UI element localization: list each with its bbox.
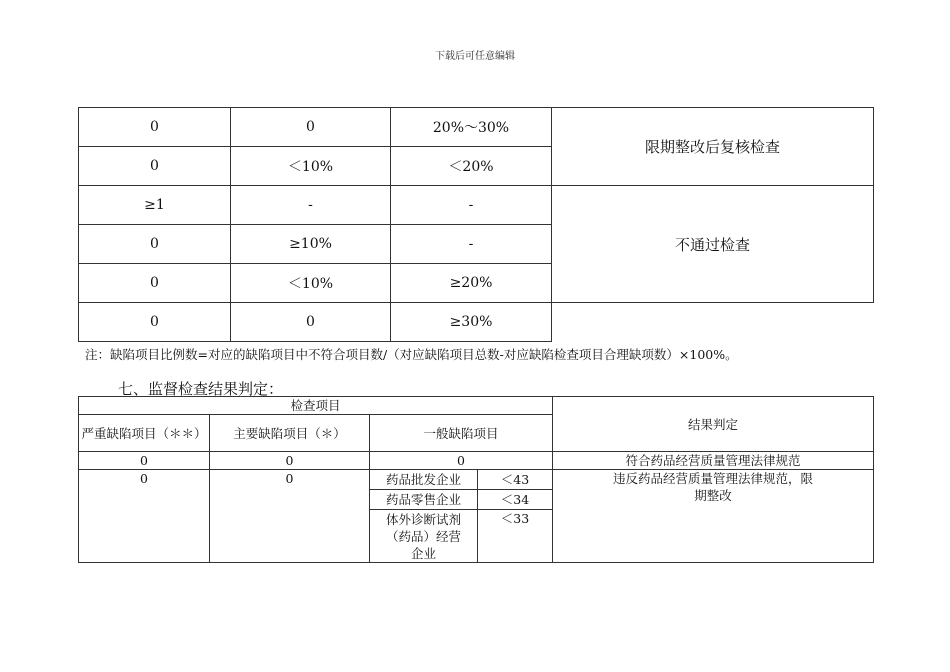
empty-cell: [552, 303, 874, 342]
result-violation: [553, 470, 874, 563]
table-cell: ≥1: [79, 186, 231, 225]
table-cell: 0: [79, 225, 231, 264]
defect-ratio-table: [78, 107, 874, 342]
result-violation-text: 违反药品经营质量管理法律规范，限期整改: [613, 471, 814, 503]
table-row: [79, 186, 874, 225]
table-cell: 0: [79, 147, 231, 186]
check-items-header: 检查项目: [79, 397, 553, 415]
page-header: 下载后可任意编辑: [435, 51, 515, 62]
table-cell: -: [391, 186, 552, 225]
serious-defect-header: 严重缺陷项目（＊＊）: [79, 415, 210, 452]
table-cell: 0: [79, 470, 210, 563]
threshold-value: ＜33: [478, 510, 553, 563]
table-cell: 0: [370, 452, 553, 470]
footnote: 注：缺陷项目比例数=对应的缺陷项目中不符合项目数/（对应缺陷项目总数-对应缺陷检查项目合理缺项数）×100%。: [85, 347, 738, 362]
table-cell: 0: [79, 108, 231, 147]
result-fail: 不通过检查: [552, 186, 874, 303]
table-row: [79, 470, 874, 490]
result-header: 结果判定: [553, 397, 874, 452]
table-cell: ＜20%: [391, 147, 552, 186]
table-cell: 0: [231, 108, 391, 147]
result-judgement-table: [78, 396, 874, 563]
threshold-value: ＜43: [478, 470, 553, 490]
table-cell: 0: [210, 452, 370, 470]
table-cell: 0: [231, 303, 391, 342]
table-row: [79, 108, 874, 147]
table-cell: 0: [210, 470, 370, 563]
result-recheck: 限期整改后复核检查: [552, 108, 874, 186]
result-comply: 符合药品经营质量管理法律规范: [553, 452, 874, 470]
table-cell: ＜10%: [231, 264, 391, 303]
enterprise-type: 体外诊断试剂（药品）经营企业: [370, 510, 478, 563]
table-cell: 20%～30%: [391, 108, 552, 147]
table-cell: ≥10%: [231, 225, 391, 264]
table-cell: ≥30%: [391, 303, 552, 342]
table-cell: 0: [79, 264, 231, 303]
table-row: [79, 452, 874, 470]
section-title: 七、监督检查结果判定：: [118, 380, 284, 398]
table-cell: ≥20%: [391, 264, 552, 303]
table-cell: 0: [79, 303, 231, 342]
table-cell: ＜10%: [231, 147, 391, 186]
table-cell: -: [391, 225, 552, 264]
enterprise-type: 药品批发企业: [370, 470, 478, 490]
table-row: [79, 397, 874, 415]
threshold-value: ＜34: [478, 490, 553, 510]
table-row: [79, 303, 874, 342]
general-defect-header: 一般缺陷项目: [370, 415, 553, 452]
major-defect-header: 主要缺陷项目（＊）: [210, 415, 370, 452]
enterprise-type: 药品零售企业: [370, 490, 478, 510]
table-cell: 0: [79, 452, 210, 470]
table-cell: -: [231, 186, 391, 225]
